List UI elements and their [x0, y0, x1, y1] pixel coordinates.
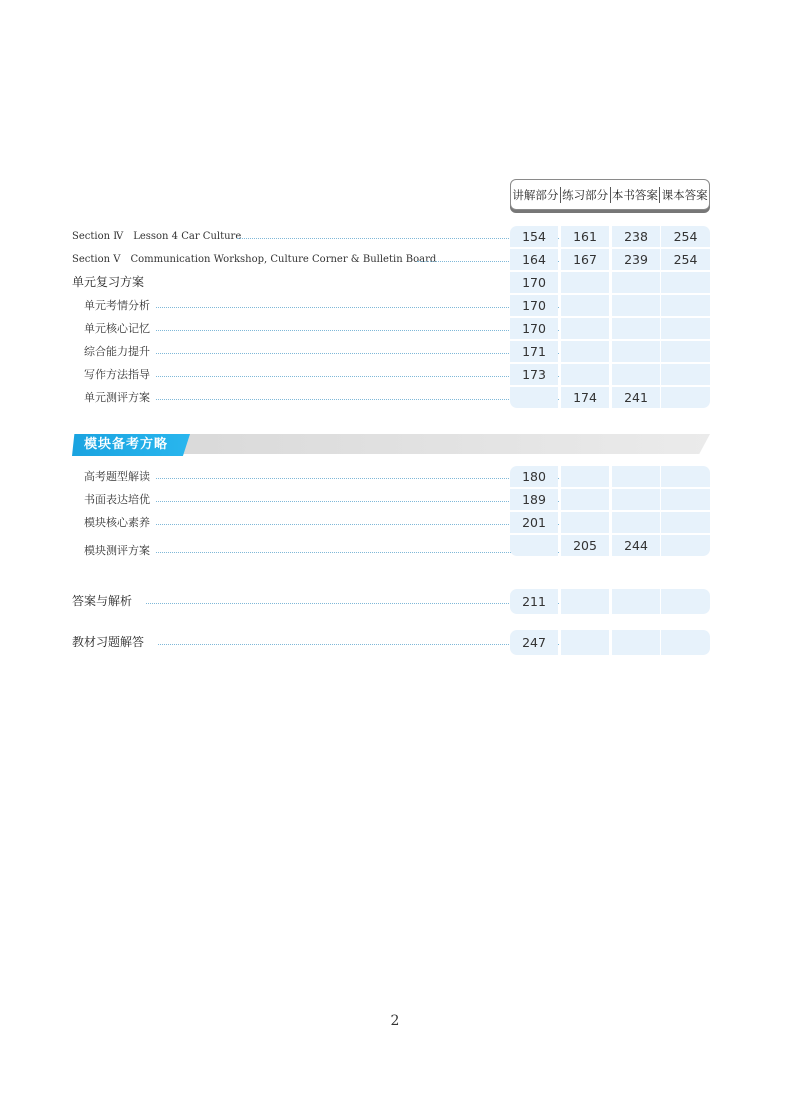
toc-row[interactable] [72, 271, 710, 294]
leader-dots [156, 524, 559, 525]
toc-row[interactable] [72, 317, 710, 340]
page-cell-explanation: 171 [510, 341, 558, 362]
toc-row-label: 书面表达培优 [84, 493, 150, 506]
page-cell-practice: 167 [561, 249, 609, 270]
page-cell-book-answers: 244 [612, 535, 660, 556]
page-cell-explanation: 170 [510, 272, 558, 293]
column-header-textbook-answers: 课本答案 [659, 187, 709, 203]
toc-row[interactable] [72, 248, 710, 271]
page-cells [510, 317, 710, 340]
column-header-tab [510, 179, 710, 210]
page-cells [510, 386, 710, 409]
toc-row-label: 模块核心素养 [84, 516, 150, 529]
column-header-explanation: 讲解部分 [512, 187, 559, 202]
toc-row-label: 模块测评方案 [84, 544, 150, 557]
leader-dots [156, 552, 559, 553]
page-cell-textbook-answers [661, 630, 710, 655]
toc-row[interactable] [72, 340, 710, 363]
page-cell-book-answers: 239 [612, 249, 660, 270]
page-cell-practice [561, 341, 609, 362]
toc-row-label: 答案与解析 [72, 594, 133, 608]
leader-dots [156, 307, 559, 308]
page-cell-explanation: 164 [510, 249, 558, 270]
page-cells [510, 534, 710, 557]
page-cells [510, 488, 710, 511]
page-cell-textbook-answers [661, 318, 710, 339]
page-cells [510, 629, 710, 655]
page-cell-practice [561, 272, 609, 293]
banner-grey-stripe [172, 434, 710, 454]
leader-dots [156, 376, 559, 377]
module-section-title: 模块备考方略 [84, 437, 169, 452]
page-cell-explanation: 173 [510, 364, 558, 385]
toc-row[interactable] [72, 465, 710, 488]
page-cells [510, 511, 710, 534]
page-cell-practice [561, 318, 609, 339]
page-cell-explanation: 247 [510, 630, 558, 655]
page-cell-book-answers [612, 630, 660, 655]
module-section-banner [72, 434, 710, 456]
page-cell-explanation: 180 [510, 466, 558, 487]
page-cell-textbook-answers [661, 589, 710, 614]
toc-row[interactable] [72, 511, 710, 534]
page-cell-practice [561, 630, 609, 655]
leader-dots [158, 644, 559, 645]
page-cells [510, 294, 710, 317]
page-cell-explanation: 154 [510, 226, 558, 247]
toc-row-label: 教材习题解答 [72, 635, 145, 649]
page-cell-textbook-answers [661, 295, 710, 316]
toc-row-textbook[interactable] [72, 629, 710, 655]
page-cell-book-answers: 241 [612, 387, 660, 408]
leader-dots [156, 399, 559, 400]
toc-row-label: 综合能力提升 [84, 345, 150, 358]
page-cell-book-answers [612, 295, 660, 316]
page-cells [510, 340, 710, 363]
page-cell-textbook-answers [661, 535, 710, 556]
leader-dots [156, 330, 559, 331]
toc-row-label: Section Ⅴ Communication Workshop, Culture Corner & Bulletin Board [72, 254, 437, 265]
page-cell-explanation: 170 [510, 318, 558, 339]
page-cell-book-answers [612, 489, 660, 510]
page-cell-book-answers [612, 272, 660, 293]
toc-row[interactable] [72, 386, 710, 409]
page-cell-practice [561, 489, 609, 510]
page-cell-textbook-answers [661, 466, 710, 487]
page-cells [510, 225, 710, 248]
leader-dots [156, 501, 559, 502]
page-cell-book-answers [612, 589, 660, 614]
toc-row-label: Section Ⅳ Lesson 4 Car Culture [72, 231, 242, 242]
page-number: 2 [390, 1013, 400, 1029]
page-cell-practice [561, 466, 609, 487]
toc-row-label: 写作方法指导 [84, 368, 150, 381]
page-cell-practice: 205 [561, 535, 609, 556]
leader-dots [146, 603, 559, 604]
page-cell-textbook-answers [661, 341, 710, 362]
page-cell-book-answers [612, 318, 660, 339]
page-cell-explanation: 201 [510, 512, 558, 533]
column-header-practice: 练习部分 [560, 187, 610, 203]
page-cell-practice: 174 [561, 387, 609, 408]
page-cell-explanation: 189 [510, 489, 558, 510]
leader-dots [156, 353, 559, 354]
page-cell-explanation [510, 535, 558, 556]
page-cell-explanation: 170 [510, 295, 558, 316]
page-cell-practice [561, 364, 609, 385]
page-cells [510, 248, 710, 271]
toc-row-label: 单元核心记忆 [84, 322, 150, 335]
toc-row-answers[interactable] [72, 588, 710, 614]
page-cell-practice [561, 295, 609, 316]
page-cell-book-answers [612, 466, 660, 487]
page-cell-book-answers: 238 [612, 226, 660, 247]
toc-row[interactable] [72, 363, 710, 386]
page-cell-book-answers [612, 364, 660, 385]
toc-row-label: 高考题型解读 [84, 470, 150, 483]
page-cell-textbook-answers [661, 387, 710, 408]
leader-dots [156, 478, 559, 479]
page-cell-textbook-answers [661, 512, 710, 533]
page-cell-practice [561, 512, 609, 533]
toc-row-label: 单元复习方案 [72, 275, 145, 289]
toc-row[interactable] [72, 225, 710, 248]
page-cells [510, 465, 710, 488]
page-cell-explanation [510, 387, 558, 408]
page-cell-textbook-answers: 254 [661, 249, 710, 270]
page-cell-book-answers [612, 341, 660, 362]
page-cell-explanation: 211 [510, 589, 558, 614]
page-cell-book-answers [612, 512, 660, 533]
toc-row[interactable] [72, 488, 710, 511]
page-cell-textbook-answers [661, 364, 710, 385]
toc-row-label: 单元测评方案 [84, 391, 150, 404]
page-cells [510, 271, 710, 294]
toc-row[interactable] [72, 534, 710, 557]
page-cells [510, 588, 710, 614]
toc-row[interactable] [72, 294, 710, 317]
page-cells [510, 363, 710, 386]
page-cell-textbook-answers: 254 [661, 226, 710, 247]
page-cell-practice: 161 [561, 226, 609, 247]
page-cell-practice [561, 589, 609, 614]
toc-row-label: 单元考情分析 [84, 299, 150, 312]
page-cell-textbook-answers [661, 489, 710, 510]
column-header-book-answers: 本书答案 [610, 187, 660, 203]
page-cell-textbook-answers [661, 272, 710, 293]
